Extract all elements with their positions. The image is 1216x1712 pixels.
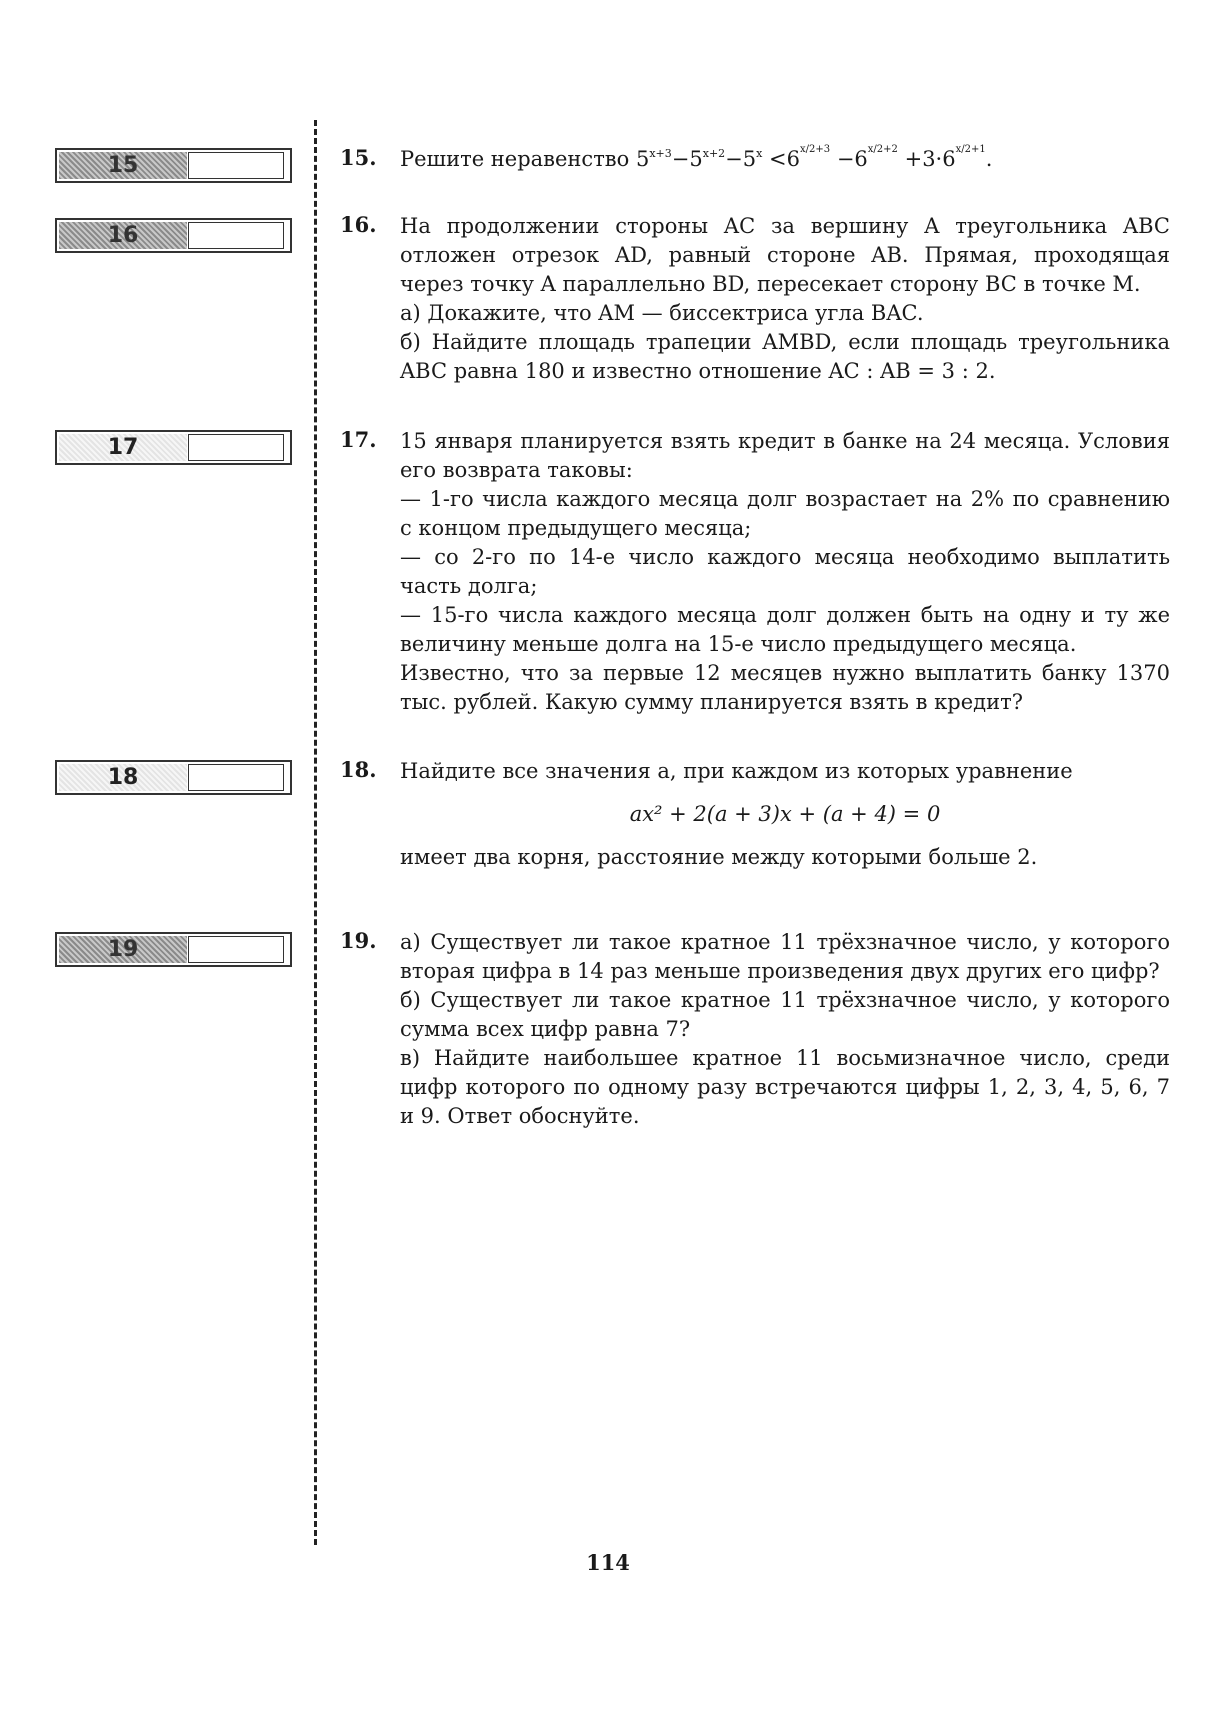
task-number: 16. [340, 212, 377, 237]
task-paragraph: — со 2-го по 14-е число каждого месяца необходимо выплатить часть долга; [400, 545, 1170, 598]
answer-box-19 [55, 932, 292, 967]
answer-box-number: 16 [59, 222, 187, 249]
task-paragraph: Известно, что за первые 12 месяцев нужно выплатить банку 1370 тыс. рублей. Какую сумму планируется взять в кредит? [400, 661, 1170, 714]
task-body [400, 145, 1170, 174]
task-paragraph: имеет два корня, расстояние между которыми больше 2. [400, 845, 1038, 869]
page-number: 114 [586, 1550, 630, 1575]
task-body [400, 427, 1170, 717]
answer-box-number: 15 [59, 152, 187, 179]
task-paragraph: б) Существует ли такое кратное 11 трёхзначное число, у которого сумма всех цифр равна 7? [400, 988, 1170, 1041]
answer-box-number: 19 [59, 936, 187, 963]
task-body [400, 757, 1170, 872]
equation: ax² + 2(a + 3)x + (a + 4) = 0 [629, 802, 941, 826]
task-body [400, 928, 1170, 1131]
answer-box-16 [55, 218, 292, 253]
answer-field[interactable] [188, 764, 284, 791]
task-paragraph: На продолжении стороны AC за вершину A треугольника ABC отложен отрезок AD, равный стороне AB. Прямая, проходящая через точку A параллельно BD, пересекает сторону BC в точке M. [400, 214, 1170, 296]
task-paragraph: а) Докажите, что AM — биссектриса угла BAC. [400, 301, 924, 325]
task-paragraph: — 15-го числа каждого месяца долг должен быть на одну и ту же величину меньше долга на 15-е число предыдущего месяца. [400, 603, 1170, 656]
task-number: 19. [340, 928, 377, 953]
task-number: 18. [340, 757, 377, 782]
answer-field[interactable] [188, 936, 284, 963]
answer-box-18 [55, 760, 292, 795]
inequality: $5^{x+3}-5^{x+2}-5^x <6x/2+3 -6x/2+2 +3\cdot 6x/2+1$. [635, 144, 993, 171]
task-paragraph: в) Найдите наибольшее кратное 11 восьмизначное число, среди цифр которого по одному разу встречаются цифры 1, 2, 3, 4, 5, 6, 7 и 9. Ответ обоснуйте. [400, 1046, 1170, 1128]
task-paragraph: — 1-го числа каждого месяца долг возрастает на 2% по сравнению с концом предыдущего месяца; [400, 487, 1170, 540]
task-number: 15. [340, 145, 377, 170]
answer-box-17 [55, 430, 292, 465]
task-paragraph: Найдите все значения a, при каждом из которых уравнение [400, 759, 1073, 783]
answer-field[interactable] [188, 434, 284, 461]
answer-box-15 [55, 148, 292, 183]
task-body [400, 212, 1170, 386]
margin-cut-line [314, 120, 317, 1545]
answer-field[interactable] [188, 152, 284, 179]
task-intro: Решите неравенство [400, 147, 630, 171]
answer-field[interactable] [188, 222, 284, 249]
task-paragraph: 15 января планируется взять кредит в банке на 24 месяца. Условия его возврата таковы: [400, 429, 1170, 482]
task-paragraph: б) Найдите площадь трапеции AMBD, если площадь треугольника ABC равна 180 и известно отношение AC : AB = 3 : 2. [400, 330, 1170, 383]
task-number: 17. [340, 427, 377, 452]
answer-box-number: 17 [59, 434, 187, 461]
task-paragraph: а) Существует ли такое кратное 11 трёхзначное число, у которого вторая цифра в 14 раз меньше произведения двух других его цифр? [400, 930, 1170, 983]
answer-box-number: 18 [59, 764, 187, 791]
